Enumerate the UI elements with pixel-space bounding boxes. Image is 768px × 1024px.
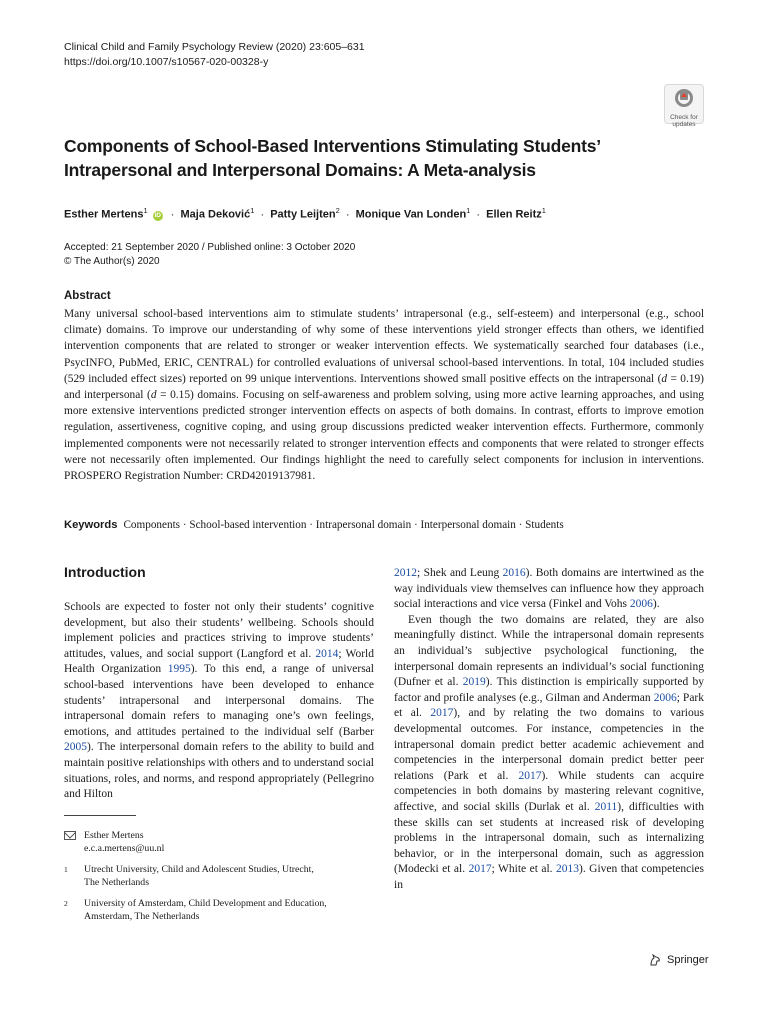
body-text: ; Shek and Leung [417, 567, 503, 579]
citation-link[interactable]: 2013 [555, 863, 579, 876]
contact-footnote [64, 829, 374, 855]
body-text: ). Both domains are intertwined as the way individuals view themselves can influence how they approach social interactions and vice versa (Finkel and Vohs [394, 567, 704, 611]
body-text: ), difficulties with these skills can set students at increased risk of developing problems in the intrapersonal domain, such as internalizing behavior, or in the interpersonal domain, such as aggression (Modecki et al. [394, 800, 704, 876]
author-name[interactable]: Esther Mertens [64, 208, 144, 221]
affiliation-line: Utrecht University, Child and Adolescent Studies, Utrecht, [84, 864, 314, 875]
citation-link[interactable]: 2016 [502, 567, 526, 579]
body-text: ). This distinction is empirically supported by factor and profile analyses (e.g., Gilman and Anderman [394, 676, 705, 704]
body-text: ), and by relating the two domains to various developmental outcomes. For instance, competencies in the intrapersonal domain predict better academic achievement and competencies in the interpersonal domain predict better peer relations (Park et al. [394, 707, 704, 782]
affiliation-line: The Netherlands [84, 877, 150, 888]
journal-header [64, 40, 365, 70]
abstract-body [64, 306, 704, 484]
keywords [64, 517, 704, 533]
introduction-left-column [64, 600, 374, 803]
author-list: Esther Mertens$^1$ iD · Maja Deković$^1$ · Patty Leijten$^2$ · Monique Van Londen$^1$ · Ellen Reitz$^1$ [64, 206, 546, 221]
body-text: ). [652, 598, 660, 611]
author-affiliation: 1 [466, 206, 471, 215]
keywords-label: Keywords [64, 519, 118, 531]
abstract-heading: Abstract [64, 290, 111, 302]
citation-link[interactable]: 1995 [167, 663, 191, 676]
affiliation-line: University of Amsterdam, Child Development and Education, [84, 898, 327, 909]
author-name[interactable]: Maja Deković [180, 208, 251, 221]
author-name[interactable]: Monique Van Londen [355, 208, 467, 221]
footnote-divider [64, 815, 136, 816]
orcid-icon[interactable]: iD [154, 211, 161, 219]
envelope-icon [64, 831, 76, 840]
author-affiliation: 2 [335, 206, 340, 215]
keywords-list: Components · School-based intervention · Intrapersonal domain · Interpersonal domain · Students [123, 519, 564, 531]
affiliation-footnote [64, 897, 374, 923]
springer-horse-icon [648, 953, 662, 967]
affiliation-mark: 1 [64, 865, 68, 874]
check-for-updates-badge[interactable] [664, 84, 704, 128]
abstract-text-part: = 0.15) domains. Focusing on self-awareness and problem solving, using more active learning approaches, and using more extensive interventions predicted stronger intervention effects on aspects of both domains. In contrast, efforts to improve emotion regulation, assertiveness, cognitive coping, and using group discussions predicted weaker intervention effects. Furthermore, commonly implemented components were not necessarily related to stronger intervention effects and components that were related to stronger effects were not necessarily often implemented. Our findings highlight the need to carefully select components for inclusion in interventions. PROSPERO Registration Number: CRD42019137981. [64, 389, 704, 483]
citation-link[interactable]: 2014 [315, 647, 339, 660]
accepted-published-dates: Accepted: 21 September 2020 / Published online: 3 October 2020 [64, 242, 356, 253]
check-updates-line2: updates [672, 121, 696, 128]
affiliation-footnote [64, 863, 374, 889]
body-text: ). While students can acquire competencies in both domains by mastering relevant cognitive, affective, and social skills (Durlak et al. [394, 769, 705, 813]
publisher-logo [648, 953, 709, 967]
author-affiliation: 1 [143, 206, 148, 215]
publication-dates [64, 241, 355, 269]
abstract-text-part: = 0.19) and interpersonal ( [64, 372, 704, 402]
affiliation-line: Amsterdam, The Netherlands [84, 911, 200, 922]
copyright-line: © The Author(s) 2020 [64, 256, 160, 267]
journal-citation: Clinical Child and Family Psychology Review (2020) 23:605–631 [64, 41, 365, 53]
body-text: Even though the two domains are related, they are also meaningfully distinct. While the intrapersonal domain represents an individual’s subjective psychological functioning, the interpersonal domain represents an individual’s social functioning (Dufner et al. [394, 613, 704, 689]
citation-link[interactable]: 2005 [64, 741, 87, 754]
body-text: ; Park et al. [394, 691, 705, 720]
contact-name: Esther Mertens [84, 830, 144, 841]
body-text: ). The interpersonal domain refers to the ability to build and maintain positive relationships with others and to understand social situations, roles, and norms, and respond appropriately (Pellegrino and Hilton [64, 741, 374, 801]
introduction-right-column [394, 566, 704, 893]
author-name[interactable]: Patty Leijten [270, 208, 336, 221]
affiliation-mark: 2 [64, 899, 68, 908]
paragraph [394, 566, 704, 613]
crossmark-icon [674, 88, 694, 108]
citation-link[interactable]: 2017 [468, 863, 492, 876]
paragraph [394, 613, 704, 894]
introduction-heading: Introduction [64, 564, 146, 580]
contact-email[interactable]: e.c.a.mertens@uu.nl [84, 843, 165, 854]
abstract-text-part: Many universal school-based interventions aim to stimulate students’ intrapersonal (e.g., self-esteem) and interpersonal (e.g., school climate) domains. To improve our understanding of why some of these interventions yield stronger effects than others, we identified intervention components that are related to stronger or weaker intervention effects. We systematically searched four databases (i.e., PsycINFO, PubMed, ERIC, CENTRAL) for controlled evaluations of universal school-based interventions. In total, 104 included studies (529 included effect sizes) reported on 99 unique interventions. Interventions showed small positive effects on the intrapersonal ( [64, 308, 704, 385]
doi-link[interactable]: https://doi.org/10.1007/s10567-020-00328-y [64, 56, 269, 68]
author-affiliation: 1 [541, 206, 546, 215]
citation-link[interactable]: 2011 [594, 800, 618, 813]
citation-link[interactable]: 2017 [518, 769, 542, 782]
author-affiliation: 1 [250, 206, 255, 215]
publisher-name: Springer [667, 954, 709, 966]
check-updates-line1: Check for [670, 114, 698, 121]
footnotes [64, 829, 374, 931]
citation-link[interactable]: 2019 [462, 676, 486, 689]
author-name[interactable]: Ellen Reitz [486, 208, 542, 221]
body-text: Schools are expected to foster not only their students’ cognitive development, but also their students’ wellbeing. Schools should implement policies and practices striving to improve students’ attitudes, values, and social support (Langford et al. [64, 601, 374, 660]
body-text: ; White et al. [491, 863, 556, 876]
effect-size-symbol: d [661, 372, 668, 385]
citation-link[interactable]: 2017 [430, 707, 454, 720]
citation-link[interactable]: 2012 [394, 567, 417, 579]
citation-link[interactable]: 2006 [629, 598, 653, 611]
body-text: ). To this end, a range of universal school-based interventions have been developed to enhance students’ intrapersonal and interpersonal domains. The intrapersonal domain refers to managing one’s own feelings, emotions, and attitudes pertained to the individual self (Barber [64, 663, 374, 738]
effect-size-symbol: d [150, 389, 157, 402]
citation-link[interactable]: 2006 [653, 691, 677, 704]
body-text: ). Given that competencies in [394, 863, 705, 891]
article-title: Components of School-Based Interventions Stimulating Students’ Intrapersonal and Interpersonal Domains: A Meta-analysis [64, 136, 600, 180]
body-text: ; World Health Organization [64, 647, 374, 676]
